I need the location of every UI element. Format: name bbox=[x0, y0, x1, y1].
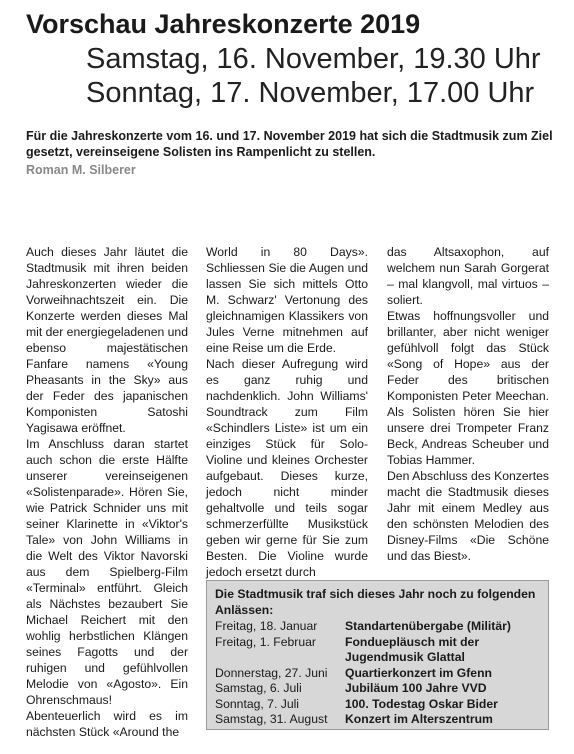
paragraph: Etwas hoffnungsvoller und brillanter, aber nicht weniger gefühlvoll folgt das Stück «Song of Hope» aus der Feder des britischen Komponisten Peter Meechan. Als Solisten hören Sie hier unsere drei Trompeter Franz Beck, Andreas Scheuber und Tobias Hammer. bbox=[387, 309, 549, 467]
paragraph: Auch dieses Jahr läutet die Stadtmusik mit ihren beiden Jahreskonzerten wieder die Vorweihnachtszeit ein. Die Konzerte werden dieses Mal mit der energiegeladenen und ebenso majestätischen Fanfare namens «Young Pheasants in the Sky» aus der Feder des japanischen Komponisten Satoshi Yagisawa eröffnet. bbox=[26, 245, 188, 435]
events-box-title: Die Stadtmusik traf sich dieses Jahr noch zu folgenden Anlässen: bbox=[215, 587, 536, 617]
event-date: Samstag, 6. Juli bbox=[215, 681, 302, 695]
article-lead: Für die Jahreskonzerte vom 16. und 17. November 2019 hat sich die Stadtmusik zum Ziel gesetzt, vereinseigene Solisten ins Rampenlicht zu stellen. bbox=[26, 129, 553, 159]
paragraph: Im Anschluss daran startet auch schon die erste Hälfte unserer vereinseigenen «Solistenparade». Hören Sie, wie Patrick Schnider uns mit seiner Klarinette in «Viktor's Tale» von John Williams in die Welt des Viktor Navorski aus dem Spielberg-Film «Terminal» entführt. Gleich als Nächstes bezaubert Sie Michael Reichert mit den wohlig herbstlichen Klängen seines Fagotts und der ruhigen und gefühlvollen Melodie von «Agosto». Ein Ohrenschmaus! bbox=[26, 437, 188, 707]
text-column-3 bbox=[387, 244, 549, 574]
event-name: Fonduepläusch mit der Jugendmusik Glattal bbox=[345, 634, 480, 664]
event-name: 100. Todestag Oskar Bider bbox=[345, 696, 498, 711]
event-row bbox=[215, 697, 540, 713]
event-date: Freitag, 18. Januar bbox=[215, 619, 318, 633]
text-column-2 bbox=[206, 244, 368, 584]
article-author: Roman M. Silberer bbox=[26, 163, 136, 177]
concert-date-1: Samstag, 16. November, 19.30 Uhr bbox=[86, 43, 541, 75]
event-date: Freitag, 1. Februar bbox=[215, 634, 316, 649]
event-date: Donnerstag, 27. Juni bbox=[215, 665, 328, 680]
event-name: Konzert im Alterszentrum bbox=[345, 712, 493, 726]
events-box bbox=[206, 580, 549, 730]
paragraph: Den Abschluss des Konzertes macht die Stadtmusik dieses Jahr mit einem Medley aus den schönsten Melodien des Disney-Films «Die Schöne und das Biest». bbox=[387, 469, 549, 563]
event-row bbox=[215, 635, 540, 666]
paragraph: World in 80 Days». Schliessen Sie die Augen und lassen Sie sich mittels Otto M. Schwarz' Vertonung des gleichnamigen Klassikers von Jules Verne mitnehmen auf eine Reise um die Erde. bbox=[206, 245, 368, 355]
event-date: Sonntag, 7. Juli bbox=[215, 696, 300, 711]
article-title: Vorschau Jahreskonzerte 2019 bbox=[26, 9, 421, 39]
event-name: Standartenübergabe (Militär) bbox=[345, 619, 511, 633]
concert-date-2: Sonntag, 17. November, 17.00 Uhr bbox=[86, 77, 535, 109]
event-date: Samstag, 31. August bbox=[215, 712, 328, 726]
event-name: Jubiläum 100 Jahre VVD bbox=[345, 681, 487, 695]
event-name: Quartierkonzert im Gfenn bbox=[345, 665, 492, 680]
paragraph: das Altsaxophon, auf welchem nun Sarah Gorgerat – mal klangvoll, mal virtuos – soliert. bbox=[387, 245, 549, 307]
paragraph: Abenteuerlich wird es im nächsten Stück «Around the bbox=[26, 709, 188, 739]
event-row bbox=[215, 666, 540, 682]
paragraph: Nach dieser Aufregung wird es ganz ruhig und nachdenklich. John Williams' Soundtrack zum Film «Schindlers Liste» ist um ein einziges Stück für Solo-Violine und kleines Orchester aufgebaut. Dieses kurze, jedoch nicht minder gehaltvolle und teils sogar schmerzerfüllte Musikstück geben wir gerne für Sie zum Besten. Die Violine wurde jedoch ersetzt durch bbox=[206, 357, 368, 579]
event-row bbox=[215, 619, 540, 635]
event-row bbox=[215, 681, 540, 697]
event-row bbox=[215, 712, 540, 728]
text-column-1 bbox=[26, 244, 188, 744]
